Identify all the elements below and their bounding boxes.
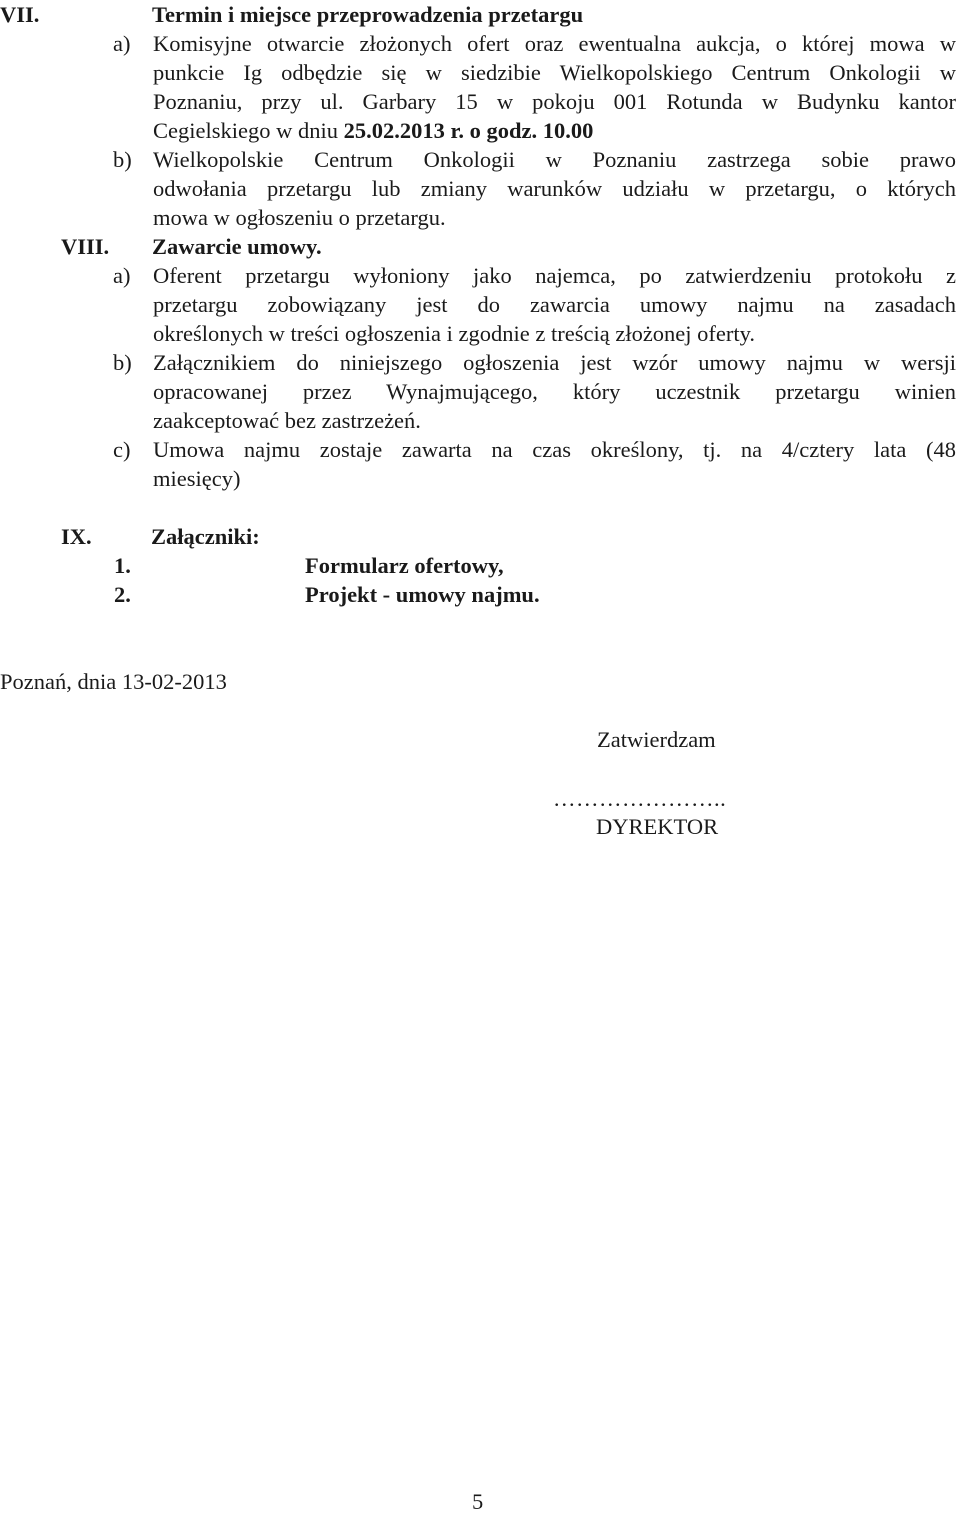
attachment-item: Projekt - umowy najmu.	[305, 582, 540, 607]
paragraph-line: zaakceptować bez zastrzeżeń.	[153, 408, 421, 433]
paragraph-line: przetargu zobowiązany jest do zawarcia umowy najmu na zasadach	[153, 292, 956, 317]
paragraph-line: odwołania przetargu lub zmiany warunków udziału w przetargu, o których	[153, 176, 956, 201]
paragraph-line: Wielkopolskie Centrum Onkologii w Poznaniu zastrzega sobie prawo	[153, 147, 956, 172]
page-number: 5	[472, 1489, 484, 1514]
paragraph-line: określonych w treści ogłoszenia i zgodnie z treścią złożonej oferty.	[153, 321, 756, 346]
item-label: b)	[113, 147, 132, 172]
paragraph-line: miesięcy)	[153, 466, 241, 491]
paragraph-line: Poznaniu, przy ul. Garbary 15 w pokoju 001 Rotunda w Budynku kantor	[153, 89, 956, 114]
paragraph-line-date	[153, 116, 593, 145]
item-label: a)	[113, 263, 131, 288]
item-label: a)	[113, 31, 131, 56]
text: Cegielskiego w dniu	[153, 118, 344, 143]
signature-dots: …………………..	[553, 786, 727, 811]
section-9-number: IX.	[61, 524, 92, 549]
place-and-date: Poznań, dnia 13-02-2013	[0, 669, 227, 694]
paragraph-line: opracowanej przez Wynajmującego, który uczestnik przetargu winien	[153, 379, 956, 404]
section-9-title: Załączniki:	[151, 524, 260, 549]
attachment-item: Formularz ofertowy,	[305, 553, 504, 578]
paragraph-line: Umowa najmu zostaje zawarta na czas określony, tj. na 4/cztery lata (48	[153, 437, 956, 462]
deadline-date: 25.02.2013 r. o godz. 10.00	[343, 118, 594, 143]
section-8-number: VIII.	[61, 234, 110, 259]
director-title: DYREKTOR	[596, 814, 719, 839]
paragraph-line: Oferent przetargu wyłoniony jako najemca, po zatwierdzeniu protokołu z	[153, 263, 956, 288]
paragraph-line: punkcie Ig odbędzie się w siedzibie Wielkopolskiego Centrum Onkologii w	[153, 60, 956, 85]
section-7-title: Termin i miejsce przeprowadzenia przetargu	[152, 2, 584, 27]
attachment-number: 1.	[114, 553, 131, 578]
item-label: b)	[113, 350, 132, 375]
section-8-title: Zawarcie umowy.	[152, 234, 322, 259]
paragraph-line: Komisyjne otwarcie złożonych ofert oraz ewentualna aukcja, o której mowa w	[153, 31, 956, 56]
paragraph-line: Załącznikiem do niniejszego ogłoszenia jest wzór umowy najmu w wersji	[153, 350, 956, 375]
section-7-number: VII.	[0, 2, 40, 27]
item-label: c)	[113, 437, 131, 462]
approval-label: Zatwierdzam	[597, 727, 716, 752]
attachment-number: 2.	[114, 582, 131, 607]
paragraph-line: mowa w ogłoszeniu o przetargu.	[153, 205, 446, 230]
